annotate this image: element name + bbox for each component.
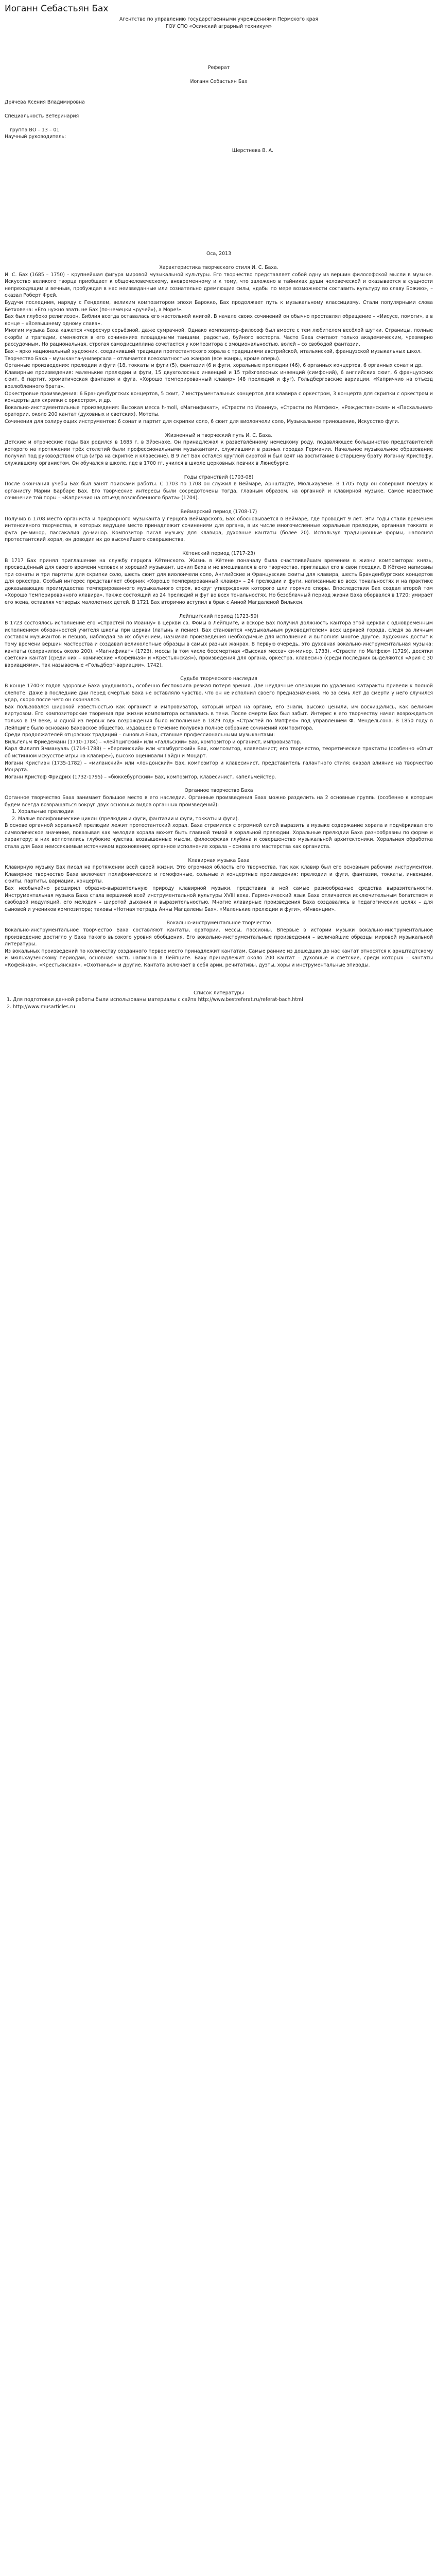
paragraph: Детские и отроческие годы Бах родился в 1685 г. в Эйзенахе. Он принадлежал к разветвлённому немецкому роду, подавляющее большинство представителей которого на протяжении трёх столетий были профессиональными музыкантами, служившими в разных городах Германии. Начальное музыкальное образование получил под руководством отца (игра на скрипке и клавесине). В 9 лет Бах остался круглой сиротой и был взят на воспитание в старшему брату Иоганну Кристофу, служившему органистом. Он обучался в школе, где в 1700 гг. учился в школе церковных певчих в Люнебурге.: [5, 439, 433, 466]
reference-item: 1. Для подготовки данной работы были использованы материалы с сайта http://www.bestreferat.ru/referat-bach.html: [13, 996, 433, 1004]
paragraph: Бах – ярко национальный художник, соединивший традиции протестантского хорала с традициями австрийской, итальянской, французской музыкальных школ.: [5, 349, 422, 355]
supervisor-label: Научный руководитель:: [5, 134, 66, 140]
paragraph: В конце 1740-х годов здоровье Баха ухудшилось, особенно беспокоила резкая потеря зрения. Две неудачные операции по удалению катаракты привели к полной слепоте. Даже в последние дни перед смертью Баха не оставляло чувство, что он не исполнил своего предназначения. Но за семь лет до смерти у него случился удар, скоро после чего он скончался.: [5, 683, 433, 703]
section-heading: Вокально-инструментальное творчество: [166, 920, 271, 926]
author-name: Дрячева Ксения Владимировна: [5, 99, 85, 106]
paragraph: Оркестровые произведения: 6 Бранденбургских концертов, 5 сюит, 7 инструментальных концертов для клавира с оркестром, 3 концерта для скрипки с оркестром и концерты для скрипки с оркестром, и др.: [5, 391, 433, 404]
city-year: Оса, 2013: [206, 251, 232, 257]
paragraph: Бах пользовался широкой известностью как органист и импровизатор, который играл на органе, его знали, высоко ценили, им восхищались, как великим виртуозом. Его композиторские творения при жизни композитора оставались в тени. После смерти Бах был забыт. Интерес к его творчеству начал возрождаться только в 19 веке, и одной из первых вех возрождения было исполнение в 1829 году «Страстей по Матфею» под управлением Ф. Мендельсона. В 1850 году в Лейпциге было основано Баховское общество, издавшее в течение полувека полное собрание сочинений композитора.: [5, 704, 433, 731]
paragraph: Сочинения для солирующих инструментов: 6 сонат и партит для скрипки соло, 6 сюит для виолончели соло, Музыкальное приношение, Искусство фуги.: [5, 419, 399, 425]
paragraph: Органные произведения: прелюдии и фуги (18, токкаты и фуги (5), фантазии (6 и фуги, хоральные прелюдии (46), 6 органных концертов, 6 органных сонат и др.: [5, 363, 423, 369]
content-section: [5, 913, 433, 969]
reference-item: 2. http://www.musarticles.ru: [13, 1004, 433, 1011]
paragraph: Иоганн Кристоф Фридрих (1732-1795) – «бюккебургский» Бах, композитор, клавесинист, капельмейстер.: [5, 774, 276, 780]
references-heading: Список литературы: [194, 990, 244, 996]
paragraph: В 1723 состоялось исполнение его «Страстей по Иоанну» в церкви св. Фомы в Лейпциге, и вскоре Бах получил должность кантора этой церкви с одновременным исполнением обязанностей учителя школы при церкви (латынь и пение). Бах становится «музыкальным руководителем» всех церквей города, следя за личным составом музыкантов и певцов, наблюдая за их обучением, назначая произведения необходимые для исполнения и выполняя многое другое. Художник достиг к тому времени вершин мастерства и создавал великолепные образцы в самых разных жанрах. В первую очередь, это духовная вокально-инструментальная музыка: кантаты (сохранилось около 200), «Магнификат» (1723), мессы (в том числе бессмертная «Высокая месса» си-минор, 1733), «Страсти по Матфею» (1729), десятки светских кантат (среди них – комические «Кофейная» и «Крестьянская»), произведения для органа, оркестра, клавесина (среди последних выделяются «Ария с 30 вариациями», так называемые «Гольдберг-вариации», 1742).: [5, 620, 433, 668]
institution-line: ГОУ СПО «Осинский аграрный техникум»: [165, 23, 272, 29]
content-section: [5, 606, 433, 669]
content-section: [5, 502, 433, 544]
paragraph: Органное творчество Баха занимает большое место в его наследии. Органные произведения Баха можно разделить на 2 основные группы (особенно к которым будем всегда возвращаться вокруг двух основных видов органных произведений):: [5, 794, 433, 808]
group-line: группа ВО – 13 – 01: [10, 127, 60, 133]
paragraph: В 1717 Бах принял приглашение на службу герцога Кётенского. Жизнь в Кётене поначалу была счастливейшим временем в жизни композитора: князь, просвещённый для своего времени человек и хороший музыкант, ценил Баха и не вмешивался в его творчество, приглашал его в свои поездки. В Кётене написаны три сонаты и три партиты для скрипки соло, шесть сюит для виолончели соло, Английские и Французские сюиты для клавира, шесть Бранденбургских концертов для оркестра. Особый интерес представляет сборник «Хорошо темперированный клавир» – 24 прелюдии и фуги, написанные во всех тональностях и на практике доказывающие преимущества темперированного музыкального строя, вокруг утверждения которого шли горячие споры. Впоследствии Бах создал второй том «Хорошо темперированного клавира», также состоящий из 24 прелюдий и фуг во всех тональностях. Но безоблачный период жизни Баха оборвался в 1720: умирает его жена, оставляя четверых малолетних детей. В 1721 Бах вторично вступил в брак с Анной Магдаленой Вилькен.: [5, 557, 433, 606]
content-section: [5, 851, 433, 913]
content-section: [5, 426, 433, 467]
section-heading: Органное творчество Баха: [184, 788, 253, 794]
paragraph: Из вокальных произведений по количеству созданного первое место принадлежит кантатам. Самые ранние из дошедших до нас кантат относятся к арнштадтскому и мюльхаузенскому периодам, основная часть написана в Лейпциге. Баху принадлежит около 200 кантат – духовные и светские, среди которых – кантаты «Кофейная», «Крестьянская», «Охотничья» и другие. Кантата включает в себя арии, речитативы, дуэты, хоры и инструментальные эпизоды.: [5, 948, 433, 968]
paragraph: Многим музыка Баха кажется «чересчур серьёзной, даже сумрачной. Однако композитор-философ был вместе с тем любителем весёлой шутки. Страницы, полные скорби и трагедии, сменяются в его сочинениях площадными танцами, радостью, буйного восторга. Часто Баха считают только академическим, чрезмерно рассудочным. Но рациональная, строгая самодисциплина сочетается у композитора с эмоциональностью, волей – со свободой фантазии.: [5, 328, 433, 348]
paragraph: Клавирную музыку Бах писал на протяжении всей своей жизни. Это огромная область его творчества, так как клавир был его основным рабочим инструментом. Клавирное творчество Баха включает полифонические и гомофонные, сольные и концертные произведения: прелюдии и фуги, фантазии, токкаты, инвенции, сюиты, партиты, вариации, концерты.: [5, 865, 433, 885]
specialty-line: Специальность Ветеринария: [5, 113, 79, 119]
page-title: Иоганн Себастьян Бах: [5, 4, 109, 14]
supervisor-name: Шерстнева В. А.: [232, 147, 273, 154]
main-content: [5, 258, 433, 969]
content-section: [5, 669, 433, 781]
section-heading: Годы странствий (1703-08): [184, 474, 254, 480]
references-section: [5, 990, 433, 1011]
paragraph: Вильгельм Фриедеманн (1710-1784) – «лейпцигский» или «галльский» Бах, композитор и органист, импровизатор.: [5, 739, 302, 745]
section-heading: Судьба творческого наследия: [180, 676, 257, 682]
section-heading: Жизненный и творческий путь И. С. Баха.: [165, 432, 273, 438]
section-heading: Веймарский период (1708-17): [180, 509, 257, 515]
paragraph: Среди продолжателей отцовских традиций – сыновья Баха, ставшие профессиональными музыкантами:: [5, 732, 275, 738]
paragraph: Вокально-инструментальное творчество Баха составляют кантаты, оратории, мессы, пассионы. Впервые в истории музыки вокально-инструментальное произведение достигло у Баха такого высокого уровня обобщения. Его вокально-инструментальные произведения – величайшие образцы мировой музыкальной литературы.: [5, 927, 433, 947]
list-item: 1. Хоральные прелюдии: [18, 808, 433, 816]
paragraph: Иоганн Кристиан (1735-1782) – «миланский» или «лондонский» Бах, композитор и клавесинист, представитель галантного стиля; оказал влияние на творчество Моцарта.: [5, 760, 433, 773]
paragraph: Вокально-инструментальные произведения: Высокая месса h-moll, «Магнификат», «Страсти по Иоанну», «Страсти по Матфею», «Рождественская» и «Пасхальная» оратории, около 200 кантат (духовных и светских), Мотеты.: [5, 404, 433, 418]
paragraph: Получив в 1708 место органиста и придворного музыканта у герцога Веймарского, Бах обосновывается в Веймаре, где проводит 9 лет. Эти годы стали временем интенсивного творчества, в которых ведущее место принадлежит сочинениям для органа, в их числе многочисленные хоральные прелюдии, органная токката и фуга ре-минор, пассакалия до-минор. Композитор писал музыку для клавира, духовные кантаты (более 20). Используя традиционные формы, наполнял протестантский хорал, он доводил их до высочайшего совершенства.: [5, 516, 433, 543]
section-heading: Клавирная музыка Баха: [188, 857, 250, 863]
document-topic: Иоганн Себастьян Бах: [190, 78, 248, 84]
content-section: [5, 781, 433, 850]
paragraph: Клавирные произведения: маленькие прелюдии и фуги, 15 двухголосных инвенций и 15 трёхголосных инвенций (симфоний), 6 английских сюит, 6 французских сюит, 6 партит, хроматическая фантазия и фуга, «Хорошо темперированный клавир» (48 прелюдий и фуг), Гольдберговские вариации, «Каприччио на отъезд возлюбленного брата».: [5, 369, 433, 390]
section-heading: Кётенский период (1717-23): [182, 550, 255, 556]
references-list: [5, 996, 433, 1010]
paragraph: Бах был глубоко религиозен. Библия всегда оставалась его настольной книгой. В начале своих сочинений он обычно проставлял обращение – «Иисусе, помоги», а в конце – «Всевышнему одному слава».: [5, 314, 433, 327]
content-section: [5, 258, 433, 426]
paragraph: Будучи последним, наряду с Генделем, великим композитором эпохи Барокко, Бах продолжает путь к музыкальному классицизму. Стали популярными слова Бетховена: «Его нужно звать не Бах (по-немецки «ручей»), а Море!».: [5, 299, 433, 313]
section-heading: Характеристика творческого стиля И. С. Баха.: [159, 264, 278, 270]
document-type: Реферат: [207, 65, 230, 71]
list-item: 2. Малые полифонические циклы (прелюдии и фуги, фантазии и фуги, токкаты и фуги).: [18, 816, 433, 823]
agency-line: Агентство по управлению государственными учреждениями Пермского края: [119, 16, 318, 22]
paragraph: Творчество Баха – музыканта-универсала – отличается всеохватностью жанров (все жанры, кроме оперы).: [5, 355, 281, 362]
paragraph: После окончания учебы Бах был занят поисками работы. С 1703 по 1708 он служил в Веймаре, Арнштадте, Мюльхаузене. В 1705 году он совершил поездку к органисту Марии Барбаре Бах. Его творческие интересы были сосредоточены тогда, главным образом, на органной и клавирной музыке. Самое известное сочинение той поры – «Каприччио на отъезд возлюбленного брата» (1704).: [5, 481, 433, 501]
paragraph: В основе органной хоральной прелюдии лежит протестантский хорал. Баха стремился с огромной силой выразить в музыке содержание хорала и подчёркивал его символическое значение, показывая как мелодия хорала может быть главной темой в хоральной прелюдии. Хоральные прелюдии Баха разнообразны по форме и характеру; в них воплотились глубокие чувства, возвышенные мысли, философская глубина и совершенство музыкальной архитектоники. Хоральная обработка стала для Баха неиссякаемым источником вдохновения; органное исполнение хорала – основа его мастерства как органиста.: [5, 823, 433, 850]
title-page: [5, 16, 433, 258]
paragraph: И. С. Бах (1685 – 1750) – крупнейшая фигура мировой музыкальной культуры. Его творчество представляет собой одну из вершин философской мысли в музыке. Искусство великого творца приобщает к общечеловеческому, вневременному и к тому, что заложено в тайниках души человеческой и оказывается в сущности непреходящим и вечным, пробуждая в нас неизведанные или сознательно дремлющие силы, «дабы по мере возможности составить культуру во славу Божию», – сказал Роберт Фрей.: [5, 272, 433, 299]
paragraph: Карл Филипп Эммануэль (1714-1788) – «берлинский» или «гамбургский» Бах, композитор, клавесинист; его творчество, теоретические трактаты (особенно «Опыт об истинном искусстве игры на клавире»), высоко оценивали Гайдн и Моцарт.: [5, 746, 433, 759]
paragraph: Бах необычайно расширил образно-выразительную природу клавирной музыки, представив в ней самые разнообразные средства выразительности. Инструментальная музыка Баха стала вершиной всей инструментальной культуры XVIII века. Гармонический язык Баха отличается исключительным богатством и свободой модуляций, его мелодия – широтой дыхания и выразительностью. Многие клавирные произведения Баха создавались в педагогических целях – для сыновей и учеников композитора; таковы «Нотная тетрадь Анны Магдалены Бах», «Маленькие прелюдии и фуги», «Инвенции».: [5, 886, 433, 912]
content-section: [5, 544, 433, 606]
content-section: [5, 467, 433, 502]
numbered-list: [5, 808, 433, 822]
section-heading: Лейпцигский период (1723-50): [179, 613, 259, 619]
